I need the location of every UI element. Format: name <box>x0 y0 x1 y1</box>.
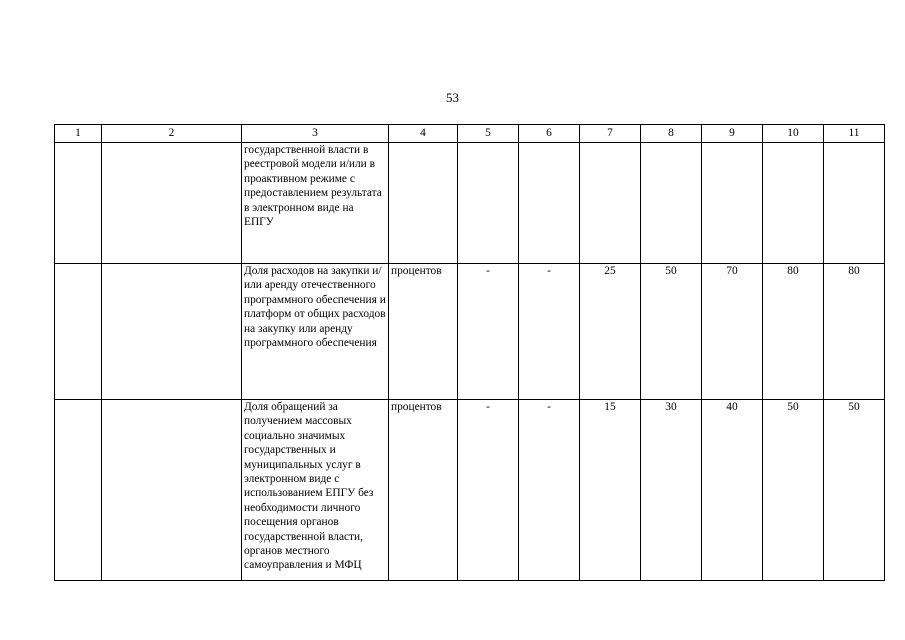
page-number: 53 <box>446 90 459 105</box>
table-cell <box>102 264 242 400</box>
column-header: 11 <box>824 125 885 143</box>
value-cell: 80 <box>763 264 824 400</box>
value-cell <box>519 143 580 264</box>
column-header: 1 <box>55 125 102 143</box>
column-header: 9 <box>702 125 763 143</box>
column-header: 7 <box>580 125 641 143</box>
value-cell: - <box>458 264 519 400</box>
value-cell <box>824 143 885 264</box>
column-header: 2 <box>102 125 242 143</box>
table-row <box>55 400 885 581</box>
table-cell <box>55 400 102 581</box>
indicator-name-cell: государственной власти в реестровой модели и/или в проактивном режиме с предоставлением результата в электронном виде на ЕПГУ <box>242 143 389 264</box>
value-cell <box>641 143 702 264</box>
value-cell: 70 <box>702 264 763 400</box>
value-cell: - <box>458 400 519 581</box>
table-cell <box>102 400 242 581</box>
indicator-name-cell: Доля расходов на закупки и/или аренду отечественного программного обеспечения и платформ от общих расходов на закупку или аренду программного обеспечения <box>242 264 389 400</box>
table-header-row <box>55 125 885 143</box>
column-header: 5 <box>458 125 519 143</box>
column-header: 8 <box>641 125 702 143</box>
table-row <box>55 143 885 264</box>
indicator-name-cell: Доля обращений за получением массовых социально значимых государственных и муниципальных услуг в электронном виде с использованием ЕПГУ без необходимости личного посещения органов государственной власти, органов местного самоуправления и МФЦ <box>242 400 389 581</box>
table-row <box>55 264 885 400</box>
column-header: 6 <box>519 125 580 143</box>
value-cell: 50 <box>641 264 702 400</box>
value-cell: 40 <box>702 400 763 581</box>
column-header: 3 <box>242 125 389 143</box>
table-cell <box>102 143 242 264</box>
unit-cell <box>389 143 458 264</box>
value-cell: 50 <box>824 400 885 581</box>
value-cell: 15 <box>580 400 641 581</box>
table-cell <box>55 264 102 400</box>
value-cell: 25 <box>580 264 641 400</box>
value-cell: 50 <box>763 400 824 581</box>
column-header: 4 <box>389 125 458 143</box>
value-cell: - <box>519 400 580 581</box>
value-cell: 30 <box>641 400 702 581</box>
value-cell <box>580 143 641 264</box>
value-cell <box>458 143 519 264</box>
value-cell: 80 <box>824 264 885 400</box>
unit-cell: процентов <box>389 400 458 581</box>
unit-cell: процентов <box>389 264 458 400</box>
table-cell <box>55 143 102 264</box>
value-cell: - <box>519 264 580 400</box>
column-header: 10 <box>763 125 824 143</box>
indicators-table <box>54 124 885 581</box>
value-cell <box>702 143 763 264</box>
value-cell <box>763 143 824 264</box>
